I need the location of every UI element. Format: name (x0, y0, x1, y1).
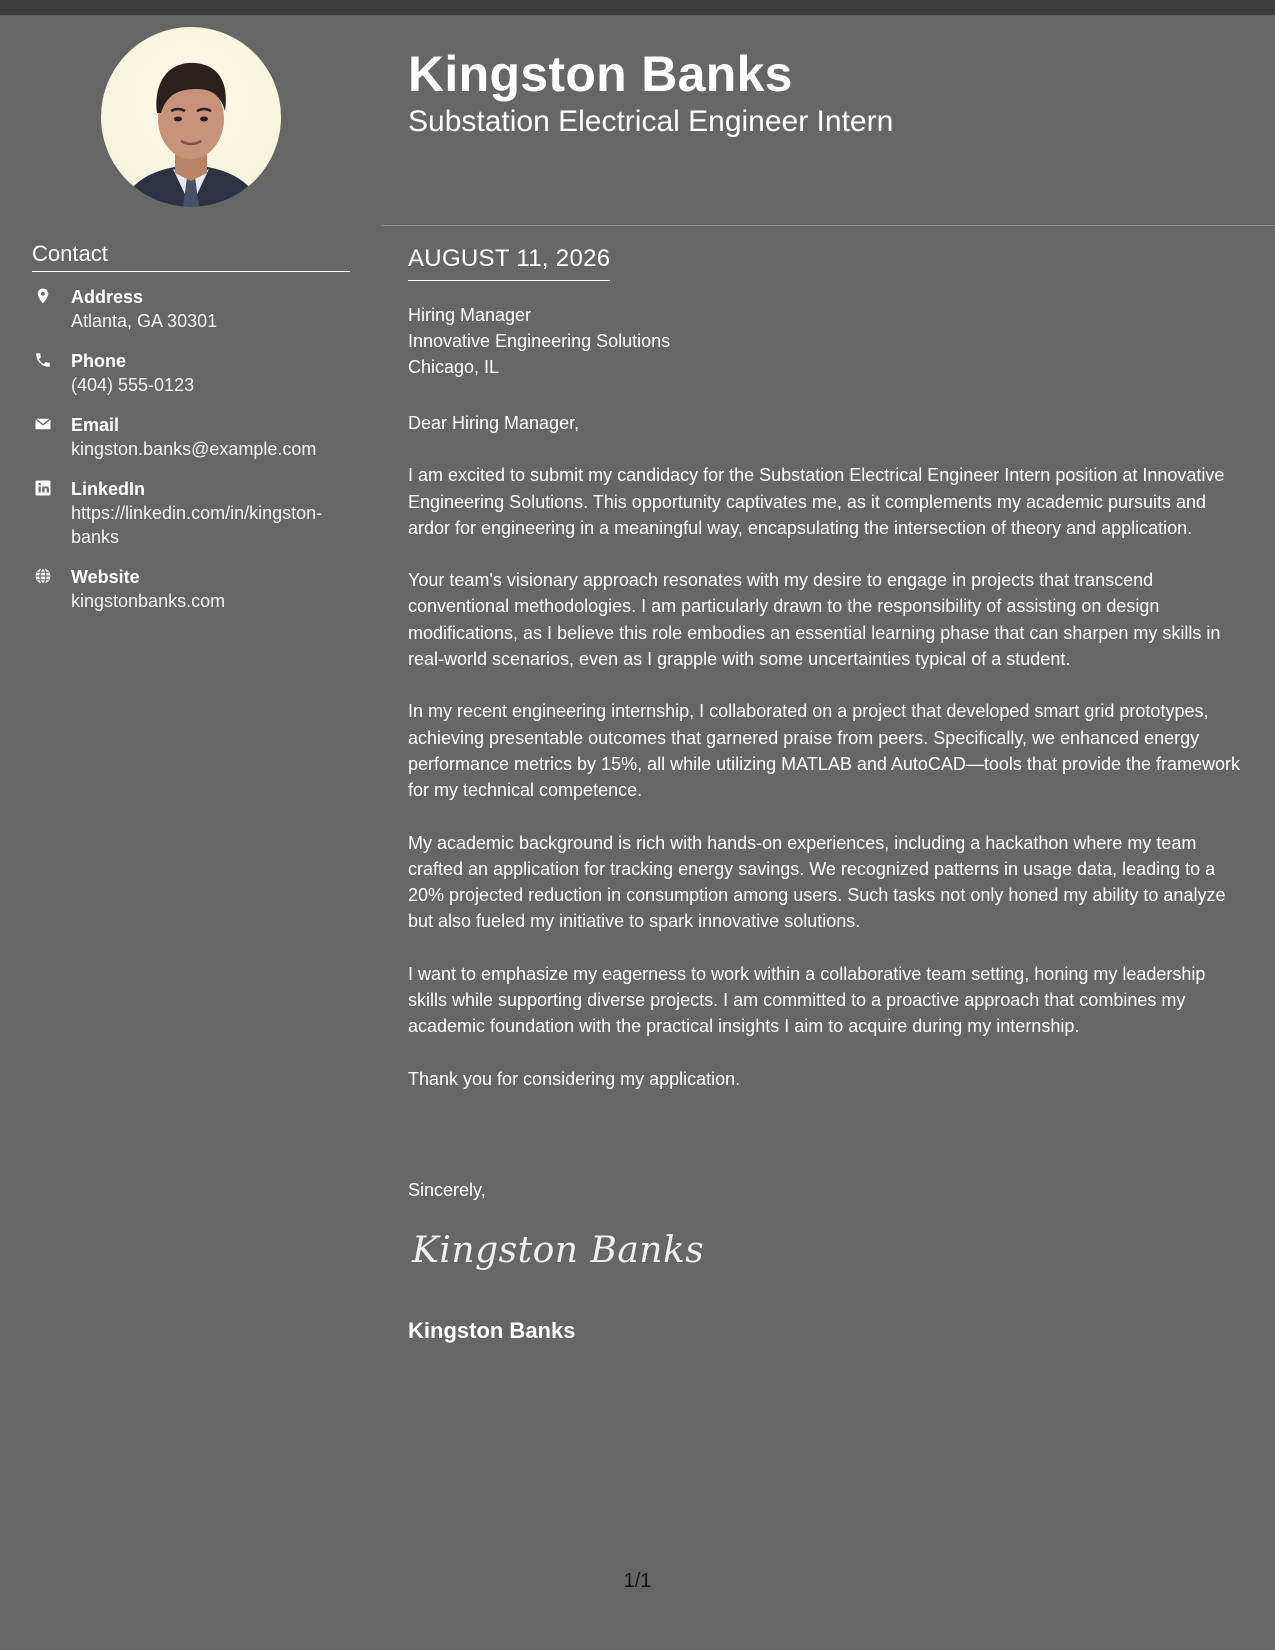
letter-date: AUGUST 11, 2026 (408, 244, 610, 281)
contact-list (32, 285, 352, 629)
address-value: Atlanta, GA 30301 (71, 311, 218, 331)
sidebar (0, 15, 382, 1650)
signature-image: Kingston Banks (412, 1230, 705, 1271)
paragraph-1: I am excited to submit my candidacy for the Substation Electrical Engineer Intern position at Innovative Engineering Solutions. This opportunity captivates me, as it complements my academic pursuits and ardor for engineering in a meaningful way, encapsulating the intersection of theory and application. (408, 465, 1225, 538)
globe-icon (34, 567, 52, 585)
page-number: 1/1 (623, 1570, 652, 1592)
signature-name: Kingston Banks (408, 1318, 576, 1343)
letter-body (408, 410, 1248, 1118)
phone-value: (404) 555-0123 (71, 375, 195, 395)
website-label: Website (71, 567, 140, 587)
website-value[interactable]: kingstonbanks.com (71, 591, 226, 611)
header-role: Substation Electrical Engineer Intern (408, 105, 894, 138)
salutation: Dear Hiring Manager, (408, 413, 580, 433)
thanks-line: Thank you for considering my application. (408, 1068, 741, 1089)
envelope-icon (34, 415, 52, 433)
map-pin-icon (34, 287, 52, 305)
contact-item-address (32, 285, 352, 333)
address-label: Address (71, 287, 144, 307)
closing: Sincerely, (408, 1180, 486, 1200)
header-name: Kingston Banks (408, 46, 793, 102)
paragraph-5: I want to emphasize my eagerness to work within a collaborative team setting, honing my leadership skills while supporting diverse projects. I am committed to a proactive approach that combines my academic foundation with the practical insights I aim to acquire during my internship. (408, 963, 1206, 1037)
email-value[interactable]: kingston.banks@example.com (71, 439, 317, 459)
recipient-block (408, 302, 670, 380)
linkedin-value[interactable]: https://linkedin.com/in/kingston-banks (71, 503, 323, 547)
contact-title: Contact (32, 241, 350, 272)
contact-item-linkedin (32, 477, 352, 549)
recipient-line-2: Innovative Engineering Solutions (408, 331, 671, 351)
paragraph-2: Your team's visionary approach resonates with my desire to engage in projects that transcend conventional methodologies. I am particularly drawn to the responsibility of assisting on design modifications, as I believe this role embodies an essential learning phase that can sharpen my skills in real-world scenarios, even as I grapple with some uncertainties typical of a student. (408, 570, 1221, 670)
top-bar (0, 0, 1275, 15)
contact-item-phone (32, 349, 352, 397)
recipient-line-3: Chicago, IL (408, 357, 500, 377)
phone-icon (34, 351, 52, 369)
email-label: Email (71, 415, 120, 435)
phone-label: Phone (71, 351, 127, 371)
header-divider (382, 225, 1275, 226)
avatar-portrait-icon (101, 27, 281, 207)
linkedin-icon (34, 479, 52, 497)
avatar (101, 27, 281, 207)
paragraph-3: In my recent engineering internship, I collaborated on a project that developed smart grid prototypes, achieving presentable outcomes that garnered praise from peers. Specifically, we enhanced energy performance metrics by 15%, all while utilizing MATLAB and AutoCAD—tools that provide the framework for my technical competence. (408, 701, 1241, 801)
recipient-line-1: Hiring Manager (408, 305, 532, 325)
contact-item-email (32, 413, 352, 461)
linkedin-label: LinkedIn (71, 479, 146, 499)
contact-item-website (32, 565, 352, 613)
paragraph-4: My academic background is rich with hands-on experiences, including a hackathon where my team crafted an application for tracking energy savings. We recognized patterns in usage data, leading to a 20% projected reduction in consumption among users. Such tasks not only honed my ability to analyze but also fueled my initiative to spark innovative solutions. (408, 832, 1226, 932)
